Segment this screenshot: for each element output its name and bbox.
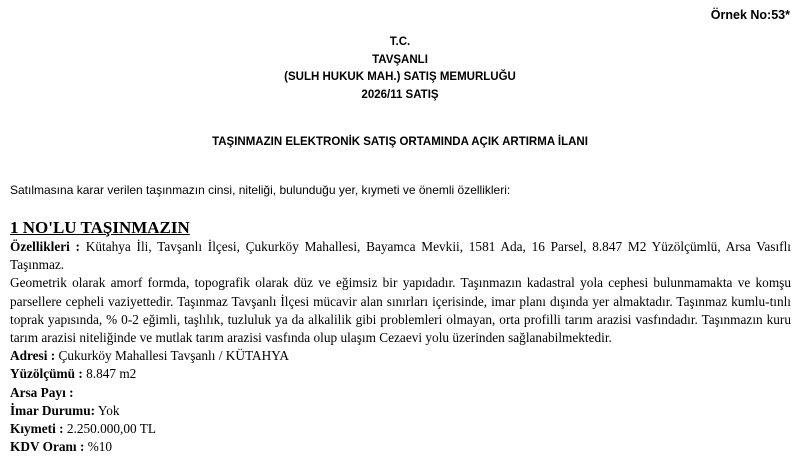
value-row xyxy=(10,420,791,438)
sample-number: Örnek No:53* xyxy=(710,8,790,22)
header-file-number: 2026/11 SATIŞ xyxy=(361,88,439,101)
property-description: Geometrik olarak amorf formda, topografik olarak düz ve eğimsiz bir yapıdadır. Taşınmazın kadastral yola cephesi bulunmamakta ve komşu parsellere cepheli vaziyettedir. Taşınmaz Tavşanlı İlçesi mücavir alan sınırları içerisinde, imar planı dışında yer almaktadır. Taşınmaz kumlu-tınlı toprak yapısında, % 0-2 eğimli, taşlılık, tuzluluk ya da alkalilik gibi problemleri olmayan, orta profilli tarım arazisi vasfındadır. Taşınmazın kuru tarım arazisi niteliğinde ve mutlak tarım arazisi vasfında olup ulaşım Cezaevi yolu üzerinden sağlanabilmektedir. xyxy=(10,275,791,346)
announcement-title: TAŞINMAZIN ELEKTRONİK SATIŞ ORTAMINDA AÇIK ARTIRMA İLANI xyxy=(212,136,588,148)
share-label: Arsa Payı : xyxy=(10,384,74,400)
intro-text: Satılmasına karar verilen taşınmazın cinsi, niteliği, bulunduğu yer, kıymeti ve önemli özellikleri: xyxy=(10,183,511,197)
zoning-label: İmar Durumu: xyxy=(10,402,96,418)
value-label: Kıymeti : xyxy=(10,421,64,437)
area-label: Yüzölçümü : xyxy=(10,366,83,382)
features-label: Özellikleri : xyxy=(10,239,80,254)
features-value: Kütahya İli, Tavşanlı İlçesi, Çukurköy Mahallesi, Bayamca Mevkii, 1581 Ada, 16 Parsel, 8.847 M2 Yüzölçümlü, Arsa Vasıflı Taşınmaz. xyxy=(10,239,791,273)
vat-label: KDV Oranı : xyxy=(10,439,85,455)
area-row xyxy=(10,365,791,383)
vat-value: %10 xyxy=(84,439,113,455)
address-row xyxy=(10,347,791,365)
header-office: (SULH HUKUK MAH.) SATIŞ MEMURLUĞU xyxy=(284,71,516,83)
value-value: 2.250.000,00 TL xyxy=(63,421,157,437)
features-row xyxy=(10,238,791,274)
zoning-value: Yok xyxy=(95,402,120,418)
property-section xyxy=(10,218,791,456)
zoning-row xyxy=(10,402,791,420)
property-title: 1 NO'LU TAŞINMAZIN xyxy=(10,218,190,237)
address-value: Çukurköy Mahallesi Tavşanlı / KÜTAHYA xyxy=(55,348,289,364)
header-republic: T.C. xyxy=(389,36,411,48)
area-value: 8.847 m2 xyxy=(82,366,137,382)
vat-row xyxy=(10,438,791,456)
address-label: Adresi : xyxy=(10,348,56,364)
header-district: TAVŞANLI xyxy=(372,53,428,66)
share-row xyxy=(10,384,791,402)
document-header xyxy=(0,34,800,104)
